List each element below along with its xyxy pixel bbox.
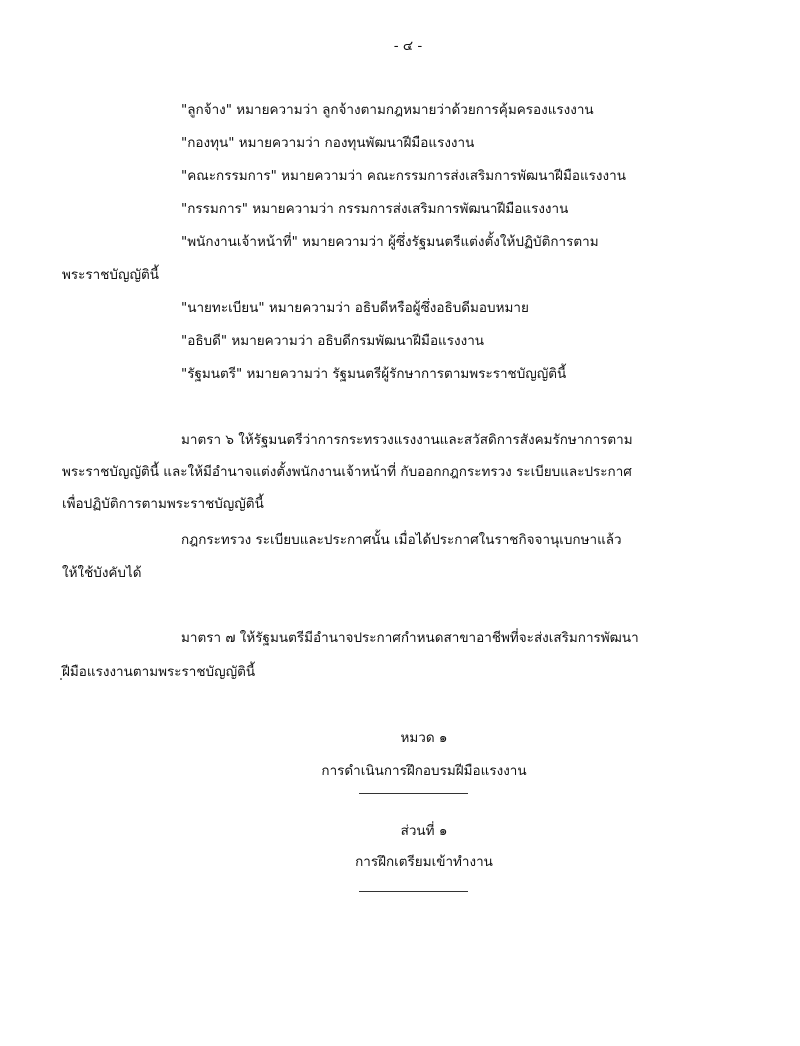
definition-member: "กรรมการ" หมายความว่า กรรมการส่งเสริมการพัฒนาฝีมือแรงงาน	[181, 201, 569, 217]
definition-officer-cont: พระราชบัญญัตินี้	[62, 267, 159, 283]
part-divider	[359, 891, 468, 892]
section7-line2: ฝีมือแรงงานตามพระราชบัญญัตินี้	[62, 664, 256, 680]
definition-fund: "กองทุน" หมายความว่า กองทุนพัฒนาฝีมือแรงงาน	[181, 135, 475, 151]
section6-line1: มาตรา ๖ ให้รัฐมนตรีว่าการกระทรวงแรงงานและสวัสดิการสังคมรักษาการตาม	[181, 432, 633, 448]
definition-director-general: "อธิบดี" หมายความว่า อธิบดีกรมพัฒนาฝีมือแรงงาน	[181, 333, 484, 349]
chapter-divider	[359, 793, 468, 794]
chapter-label: หมวด ๑	[400, 730, 448, 746]
definition-registrar: "นายทะเบียน" หมายความว่า อธิบดีหรือผู้ซึ่งอธิบดีมอบหมาย	[181, 300, 529, 316]
definition-employee: "ลูกจ้าง" หมายความว่า ลูกจ้างตามกฎหมายว่าด้วยการคุ้มครองแรงงาน	[181, 102, 594, 118]
definition-minister: "รัฐมนตรี" หมายความว่า รัฐมนตรีผู้รักษาการตามพระราชบัญญัตินี้	[181, 366, 567, 382]
section6-line2: พระราชบัญญัตินี้ และให้มีอำนาจแต่งตั้งพนักงานเจ้าหน้าที่ กับออกกฎกระทรวง ระเบียบและประกาศ	[62, 464, 632, 480]
page-number: - ๔ -	[393, 38, 423, 54]
section6-line4: กฎกระทรวง ระเบียบและประกาศนั้น เมื่อได้ประกาศในราชกิจจานุเบกษาแล้ว	[181, 532, 622, 548]
section6-line3: เพื่อปฏิบัติการตามพระราชบัญญัตินี้	[62, 496, 264, 512]
scan-speck	[60, 678, 62, 680]
part-label: ส่วนที่ ๑	[400, 823, 448, 839]
definition-committee: "คณะกรรมการ" หมายความว่า คณะกรรมการส่งเสริมการพัฒนาฝีมือแรงงาน	[181, 168, 626, 184]
chapter-title: การดำเนินการฝึกอบรมฝีมือแรงงาน	[321, 763, 527, 779]
section6-line5: ให้ใช้บังคับได้	[62, 565, 142, 581]
part-title: การฝึกเตรียมเข้าทำงาน	[355, 854, 493, 870]
definition-officer: "พนักงานเจ้าหน้าที่" หมายความว่า ผู้ซึ่งรัฐมนตรีแต่งตั้งให้ปฏิบัติการตาม	[181, 234, 599, 250]
section7-line1: มาตรา ๗ ให้รัฐมนตรีมีอำนาจประกาศกำหนดสาขาอาชีพที่จะส่งเสริมการพัฒนา	[181, 630, 639, 646]
